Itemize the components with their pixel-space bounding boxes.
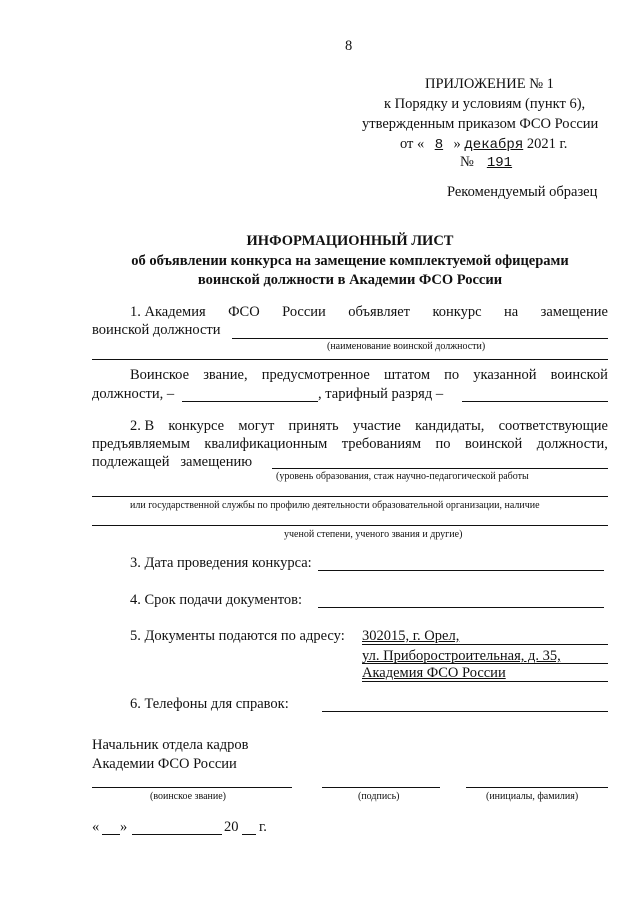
signature-field[interactable] bbox=[322, 787, 440, 788]
item2-line3: подлежащей замещению bbox=[92, 454, 253, 470]
date-month: декабря bbox=[464, 137, 524, 153]
requirements-hint-1: (уровень образования, стаж научно-педагогической работы bbox=[276, 471, 529, 482]
date-year: 2021 г. bbox=[526, 136, 568, 152]
footer-year-prefix: 20 bbox=[224, 819, 239, 835]
requirements-field-2[interactable] bbox=[92, 496, 608, 497]
rank-signature-field[interactable] bbox=[92, 787, 292, 788]
item1-line1 bbox=[130, 304, 608, 321]
item2-word: должности, bbox=[536, 436, 608, 452]
sample-label: Рекомендуемый образец bbox=[447, 184, 598, 200]
item2-word: соответствующие bbox=[498, 418, 608, 434]
address-line-3: Академия ФСО России bbox=[362, 665, 506, 681]
item2-word: конкурсе bbox=[168, 418, 225, 434]
date-mid: » bbox=[453, 136, 461, 152]
item2-word: могут bbox=[238, 418, 275, 434]
signatory-title-1: Начальник отдела кадров bbox=[92, 737, 249, 753]
footer-year-suffix: г. bbox=[259, 819, 267, 835]
address-field-2[interactable] bbox=[362, 663, 608, 664]
item2-line1 bbox=[130, 418, 608, 435]
footer-month-field[interactable] bbox=[132, 834, 222, 835]
rank-word: Воинское bbox=[130, 367, 190, 383]
date-day: 8 bbox=[434, 137, 444, 153]
item4-label: 4. Срок подачи документов: bbox=[130, 592, 303, 608]
rank-word: предусмотренное bbox=[261, 367, 370, 383]
number-value: 191 bbox=[486, 155, 513, 171]
footer-date-close: » bbox=[120, 819, 128, 835]
appendix-number bbox=[460, 154, 521, 171]
phone-field[interactable] bbox=[322, 711, 608, 712]
doc-title: ИНФОРМАЦИОННЫЙ ЛИСТ bbox=[246, 233, 454, 249]
item2-word: кандидаты, bbox=[415, 418, 485, 434]
item2-word: по bbox=[435, 436, 451, 452]
number-prefix: № bbox=[460, 154, 474, 170]
requirements-hint-3: ученой степени, ученого звания и другие) bbox=[284, 529, 463, 540]
item1-word: ФСО bbox=[228, 304, 260, 320]
requirements-field-3[interactable] bbox=[92, 525, 608, 526]
requirements-hint-2: или государственной службы по профилю деятельности образовательной организации, наличие bbox=[130, 500, 540, 511]
requirements-field-1[interactable] bbox=[272, 468, 608, 469]
item3-label: 3. Дата проведения конкурса: bbox=[130, 555, 312, 571]
signatory-title-2: Академии ФСО России bbox=[92, 756, 237, 772]
rank-word: по bbox=[444, 367, 460, 383]
item1-word: замещение bbox=[540, 304, 608, 320]
item2-word: предъявляемым bbox=[92, 436, 190, 452]
name-signature-hint: (инициалы, фамилия) bbox=[486, 791, 579, 802]
name-signature-field[interactable] bbox=[466, 787, 608, 788]
position-name-hint: (наименование воинской должности) bbox=[327, 341, 486, 352]
item1-word: 1. Академия bbox=[130, 304, 206, 320]
page-number: 8 bbox=[345, 38, 353, 54]
rank-signature-hint: (воинское звание) bbox=[150, 791, 226, 802]
position-name-field[interactable] bbox=[232, 338, 608, 339]
position-name-field-2[interactable] bbox=[92, 359, 608, 360]
item2-line2 bbox=[92, 436, 608, 453]
appendix-line-2: утвержденным приказом ФСО России bbox=[362, 116, 599, 132]
appendix-title: ПРИЛОЖЕНИЕ № 1 bbox=[425, 76, 554, 92]
address-line-2: ул. Приборостроительная, д. 35, bbox=[362, 648, 561, 664]
rank-word: штатом bbox=[383, 367, 431, 383]
rank-field[interactable] bbox=[182, 401, 318, 402]
item2-word: воинской bbox=[464, 436, 523, 452]
tariff-label: , тарифный разряд – bbox=[318, 386, 444, 402]
date-prefix: от « bbox=[400, 136, 425, 152]
item1-word: на bbox=[503, 304, 519, 320]
item1-word: конкурс bbox=[432, 304, 482, 320]
item2-word: 2. В bbox=[130, 418, 155, 434]
rank-label: должности, – bbox=[92, 386, 175, 402]
rank-word: воинской bbox=[550, 367, 608, 383]
item1-word: объявляет bbox=[348, 304, 411, 320]
footer-year-field[interactable] bbox=[242, 834, 256, 835]
signature-hint: (подпись) bbox=[358, 791, 400, 802]
address-field-3[interactable] bbox=[362, 681, 608, 682]
submission-deadline-field[interactable] bbox=[318, 607, 604, 608]
footer-day-field[interactable] bbox=[102, 834, 120, 835]
footer-date-open: « bbox=[92, 819, 100, 835]
item2-word: участие bbox=[352, 418, 401, 434]
doc-subtitle-2: воинской должности в Академии ФСО России bbox=[197, 272, 503, 288]
tariff-field[interactable] bbox=[462, 401, 608, 402]
item2-word: принять bbox=[288, 418, 339, 434]
item1-line2: воинской должности bbox=[92, 322, 221, 338]
doc-subtitle-1: об объявлении конкурса на замещение комплектуемой офицерами bbox=[131, 253, 569, 269]
item5-label: 5. Документы подаются по адресу: bbox=[130, 628, 345, 644]
item6-label: 6. Телефоны для справок: bbox=[130, 696, 289, 712]
item2-word: квалификационным bbox=[204, 436, 328, 452]
rank-word: указанной bbox=[473, 367, 537, 383]
address-field-1[interactable] bbox=[362, 644, 608, 645]
rank-line1 bbox=[130, 367, 608, 384]
rank-word: звание, bbox=[203, 367, 248, 383]
item1-word: России bbox=[282, 304, 326, 320]
item2-word: требованиям bbox=[341, 436, 422, 452]
appendix-date bbox=[400, 136, 567, 153]
appendix-line-1: к Порядку и условиям (пункт 6), bbox=[384, 96, 586, 112]
contest-date-field[interactable] bbox=[318, 570, 604, 571]
address-line-1: 302015, г. Орел, bbox=[362, 628, 460, 644]
